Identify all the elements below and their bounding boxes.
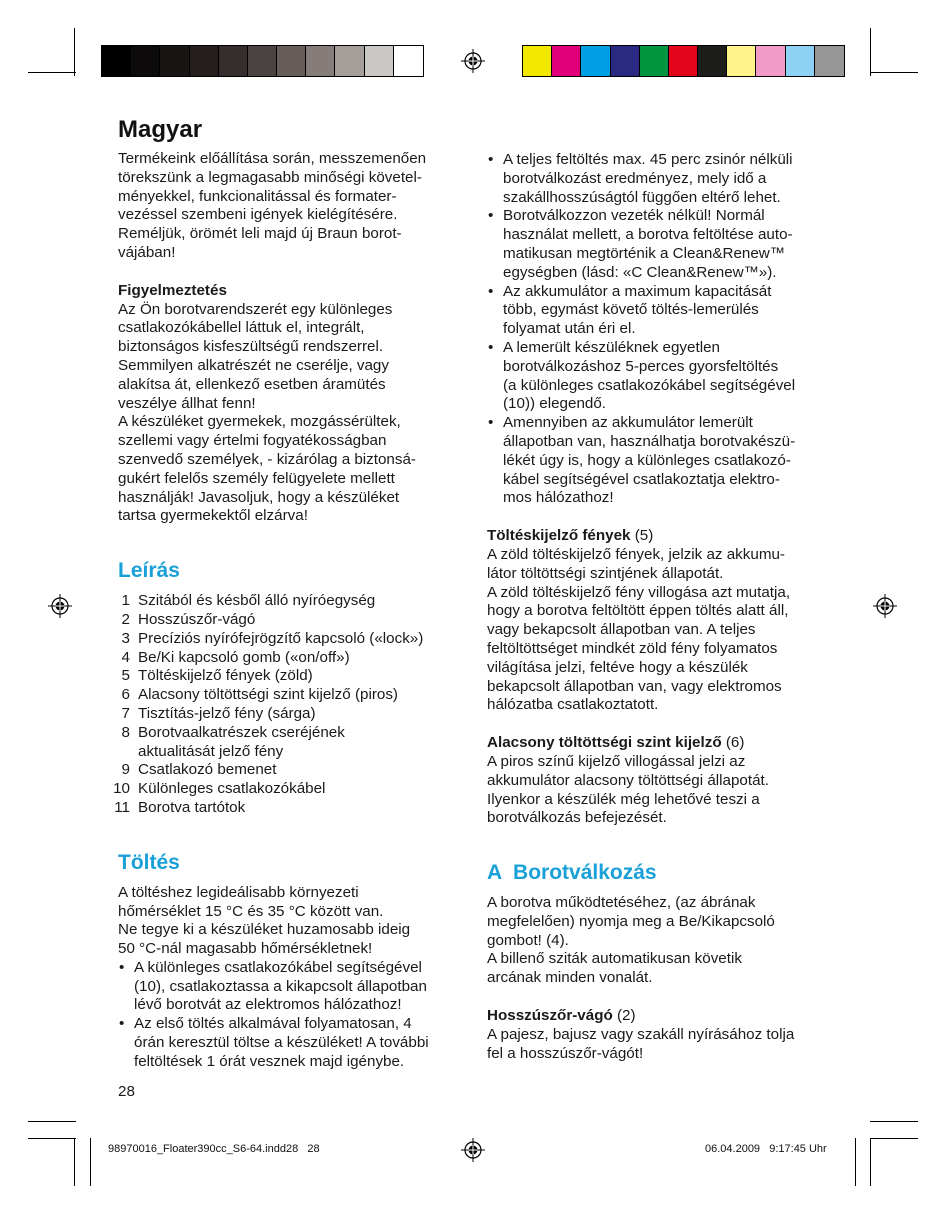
bullet-line: • Amennyiben az akkumulátor lemerült (503, 414, 753, 432)
color-swatch (190, 46, 219, 76)
item-label-line: Töltéskijelző fények (zöld) (138, 667, 313, 685)
crop-mark (74, 1138, 75, 1186)
bullet-line: • Az akkumulátor a maximum kapacitását (503, 282, 772, 300)
text-line: A billenő sziták automatikusan követik (487, 950, 742, 968)
parts-list-item (108, 724, 468, 762)
color-swatch (581, 46, 610, 76)
registration-mark-icon (48, 594, 72, 618)
text-line: gukért felelős személy felügyelete mellett (118, 469, 395, 487)
alacsony-paragraph (487, 753, 832, 828)
color-swatch (160, 46, 189, 76)
item-label-line: aktualitását jelző fény (138, 742, 284, 760)
bullet-line: lékét úgy is, hogy a különleges csatlakozó- (503, 451, 791, 469)
color-swatch (727, 46, 756, 76)
item-label (130, 686, 398, 705)
item-number: 2 (121, 610, 130, 628)
bullet-line: • A teljes feltöltés max. 45 perc zsinór nélküli (503, 151, 793, 168)
crop-mark (870, 1121, 918, 1122)
color-swatch (756, 46, 785, 76)
text-line: Ne tegye ki a készüléket huzamosabb ideig (118, 921, 411, 939)
hosszu-ref: (2) (612, 1007, 636, 1025)
bullet-line: (10), csatlakoztassa a kikapcsolt állapotban (134, 977, 427, 995)
grayscale-color-bar (101, 45, 424, 77)
item-number: 7 (121, 704, 130, 722)
bullet-item (118, 959, 468, 1015)
text-line: hőmérséklet 15 °C és 35 °C között van. (118, 902, 384, 920)
crop-mark (855, 1138, 856, 1186)
color-swatch (277, 46, 306, 76)
text-line: A borotva működtetéséhez, (az ábrának (487, 894, 756, 912)
footer-timestamp: 06.04.2009 9:17:45 Uhr (705, 1143, 827, 1155)
bullet-line: (a különleges csatlakozókábel segítségével (503, 376, 796, 394)
bullet-item (118, 1015, 468, 1071)
item-number: 1 (121, 592, 130, 610)
text-line: vagy bekapcsolt állapotban van. A teljes (487, 621, 756, 639)
color-swatch (365, 46, 394, 76)
color-swatch (102, 46, 131, 76)
text-line: hálózatba csatlakoztatott. (487, 696, 659, 714)
item-label-line: Precíziós nyírófejrögzítő kapcsoló («lock») (138, 629, 424, 647)
bullet-line: használat mellett, a borotva feltöltése auto- (503, 226, 793, 244)
color-swatch (698, 46, 727, 76)
text-line: Reméljük, örömét leli majd új Braun borot- (118, 225, 402, 243)
item-number: 9 (121, 761, 130, 779)
text-line: gombot! (4). (487, 931, 569, 949)
item-number: 6 (121, 686, 130, 704)
parts-list-item (108, 761, 468, 780)
text-line: A pajesz, bajusz vagy szakáll nyírásához tolja (487, 1025, 795, 1043)
text-line: szellemi vagy értelmi fogyatékosságban (118, 432, 387, 450)
page-title: Magyar (118, 116, 203, 143)
leiras-heading: Leírás (118, 559, 180, 583)
text-line: vezéssel szembeni igények kielégítésére. (118, 206, 398, 224)
item-label (130, 611, 255, 630)
alacsony-ref: (6) (721, 734, 745, 752)
borotvalkozas-heading: A Borotválkozás (487, 861, 657, 885)
footer-file-info: 98970016_Floater390cc_S6-64.indd28 28 (108, 1143, 320, 1155)
toltesjelzo-heading: Töltéskijelző fények (487, 527, 631, 545)
item-label (130, 724, 345, 762)
bullet-line: állapotban van, használhatja borotvakészü- (503, 432, 796, 450)
parts-list-item (108, 780, 468, 799)
bullet-line: • Az első töltés alkalmával folyamatosan, 4 (134, 1015, 412, 1033)
hosszu-heading-line (487, 1007, 832, 1026)
bullet-line: órán keresztül töltse a készüléket! A további (134, 1034, 429, 1052)
item-label (130, 799, 245, 818)
parts-list (108, 592, 468, 818)
item-number: 4 (121, 648, 130, 666)
crop-mark (870, 1138, 871, 1186)
text-line: csatlakozókábellel láttuk el, integrált, (118, 319, 365, 337)
item-label-line: Borotvaalkatrészek cseréjének (138, 723, 345, 741)
parts-list-item (108, 686, 468, 705)
color-swatch (669, 46, 698, 76)
text-line: biztonságos kisfeszültségű rendszerrel. (118, 338, 384, 356)
item-number: 3 (121, 629, 130, 647)
bullet-line: folyamat után éri el. (503, 320, 636, 338)
item-label-line: Különleges csatlakozókábel (138, 780, 326, 798)
parts-list-item (108, 630, 468, 649)
crop-mark (870, 1138, 918, 1139)
text-line: 50 °C-nál magasabb hőmérsékletnek! (118, 940, 373, 958)
bullet-item (487, 151, 832, 207)
text-line: Semmilyen alkatrészét ne cserélje, vagy (118, 356, 389, 374)
process-color-bar (522, 45, 845, 77)
intro-paragraph (118, 150, 468, 263)
item-label (130, 649, 350, 668)
toltesjelzo-ref: (5) (630, 527, 654, 545)
bullet-line: borotválkozáshoz 5-perces gyorsfeltöltés (503, 357, 779, 375)
parts-list-item (108, 705, 468, 724)
hosszu-heading: Hosszúszőr-vágó (487, 1007, 613, 1025)
bullet-line: lévő borotvát az elektromos hálózathoz! (134, 996, 402, 1014)
bullet-item (487, 339, 832, 414)
item-label-line: Hosszúszőr-vágó (138, 610, 256, 628)
item-number: 5 (121, 667, 130, 685)
text-line: törekszünk a legmagasabb minőségi követel- (118, 168, 422, 186)
bullet-line: • Borotválkozzon vezeték nélkül! Normál (503, 207, 765, 225)
registration-mark-icon (461, 49, 485, 73)
parts-list-item (108, 799, 468, 818)
parts-list-item (108, 649, 468, 668)
crop-mark (90, 1138, 91, 1186)
color-swatch (335, 46, 364, 76)
toltes-heading: Töltés (118, 850, 180, 874)
item-number: 10 (113, 780, 130, 798)
bullet-item (487, 414, 832, 508)
warning-paragraph (118, 301, 468, 527)
text-line: Ilyenkor a készülék még lehetővé teszi a (487, 790, 760, 808)
warning-heading: Figyelmeztetés (118, 281, 227, 299)
text-line: világítása jelzi, feltéve hogy a készülék (487, 658, 748, 676)
bullet-item (487, 207, 832, 282)
text-line: borotválkozás befejezését. (487, 809, 667, 827)
bullet-line: szakállhosszúságtól függően eltérő lehet. (503, 188, 781, 206)
toltesjelzo-paragraph (487, 546, 832, 715)
toltes-paragraph (118, 884, 468, 959)
color-swatch (219, 46, 248, 76)
color-swatch (306, 46, 335, 76)
text-line: A piros színű kijelző villogással jelzi az (487, 752, 746, 770)
bullet-line: feltöltések 1 órát vesznek majd igénybe. (134, 1052, 405, 1070)
registration-mark-icon (873, 594, 897, 618)
text-line: alakítsa át, ellenkező esetben áramütés (118, 375, 386, 393)
crop-mark (28, 72, 76, 73)
text-line: arcának minden vonalát. (487, 969, 653, 987)
text-line: feltöltöttséget mindkét zöld fény folyamatos (487, 639, 778, 657)
item-label-line: Szitából és késből álló nyíróegység (138, 592, 376, 610)
text-line: vájában! (118, 243, 176, 261)
registration-mark-icon (461, 1138, 485, 1162)
item-label (130, 761, 276, 780)
item-label-line: Borotva tartótok (138, 798, 246, 816)
text-line: használják! Javasoljuk, hogy a készüléket (118, 488, 400, 506)
parts-list-item (108, 611, 468, 630)
bullet-line: matikusan megtörténik a Clean&Renew™ (503, 244, 785, 262)
text-line: akkumulátor alacsony töltöttségi állapotát. (487, 771, 769, 789)
item-label (130, 705, 316, 724)
text-line: A zöld töltéskijelző fények, jelzik az akkumu- (487, 545, 785, 563)
text-line: Termékeink előállítása során, messzemenően (118, 150, 427, 167)
item-label (130, 630, 423, 649)
item-label (130, 780, 325, 799)
right-column (487, 151, 832, 1063)
bullet-line: több, egymást követő töltés-lemerülés (503, 301, 759, 319)
toltesjelzo-heading-line (487, 527, 832, 546)
text-line: hogy a borotva feltöltött éppen töltés alatt áll, (487, 602, 789, 620)
parts-list-item (108, 592, 468, 611)
text-line: tartsa gyermekektől elzárva! (118, 507, 308, 525)
color-swatch (394, 46, 423, 76)
bullet-item (487, 283, 832, 339)
toltes-bullet-list (118, 959, 468, 1072)
text-line: veszélye állhat fenn! (118, 394, 256, 412)
text-line: A töltéshez legideálisabb környezeti (118, 883, 359, 901)
text-line: ményekkel, funkcionalitással és formater- (118, 187, 397, 205)
text-line: látor töltöttségi szintjének állapotát. (487, 564, 724, 582)
crop-mark (28, 1121, 76, 1122)
page-number: 28 (118, 1082, 135, 1100)
item-label (130, 592, 375, 611)
item-label-line: Tisztítás-jelző fény (sárga) (138, 704, 316, 722)
item-label-line: Be/Ki kapcsoló gomb («on/off») (138, 648, 350, 666)
crop-mark (28, 1138, 76, 1139)
bullet-line: • A lemerült készüléknek egyetlen (503, 338, 720, 356)
text-line: megfelelően) nyomja meg a Be/Kikapcsoló (487, 912, 775, 930)
borotvalkozas-paragraph (487, 894, 832, 988)
color-swatch (248, 46, 277, 76)
text-line: szenvedő személyek, - kizárólag a biztonsá- (118, 450, 416, 468)
crop-mark (870, 28, 871, 76)
color-swatch (131, 46, 160, 76)
bullet-line: (10)) elegendő. (503, 395, 607, 413)
crop-mark (870, 72, 918, 73)
color-swatch (611, 46, 640, 76)
left-column (113, 116, 468, 1101)
text-line: A zöld töltéskijelző fény villogása azt mutatja, (487, 583, 791, 601)
item-number: 8 (121, 723, 130, 741)
bullet-line: mos hálózathoz! (503, 489, 614, 507)
alacsony-heading: Alacsony töltöttségi szint kijelző (487, 734, 722, 752)
text-line: A készüléket gyermekek, mozgássérültek, (118, 413, 401, 431)
color-swatch (552, 46, 581, 76)
text-line: fel a hosszúszőr-vágót! (487, 1044, 644, 1062)
item-label-line: Alacsony töltöttségi szint kijelző (piros) (138, 686, 398, 704)
charging-bullet-list (487, 151, 832, 508)
bullet-line: kábel segítségével csatlakoztatja elektro- (503, 470, 780, 488)
color-swatch (815, 46, 844, 76)
bullet-line: • A különleges csatlakozókábel segítségével (134, 958, 422, 976)
item-label (130, 667, 313, 686)
parts-list-item (108, 667, 468, 686)
crop-mark (74, 28, 75, 76)
item-label-line: Csatlakozó bemenet (138, 761, 277, 779)
text-line: bekapcsolt állapotban van, vagy elektromos (487, 677, 782, 695)
text-line: Az Ön borotvarendszerét egy különleges (118, 300, 393, 318)
color-swatch (640, 46, 669, 76)
bullet-line: egységben (lásd: «C Clean&Renew™»). (503, 263, 777, 281)
bullet-line: borotválkozást eredményez, mely idő a (503, 169, 767, 187)
item-number: 11 (114, 798, 130, 816)
hosszu-paragraph (487, 1026, 832, 1064)
color-swatch (786, 46, 815, 76)
color-swatch (523, 46, 552, 76)
alacsony-heading-line (487, 734, 832, 753)
